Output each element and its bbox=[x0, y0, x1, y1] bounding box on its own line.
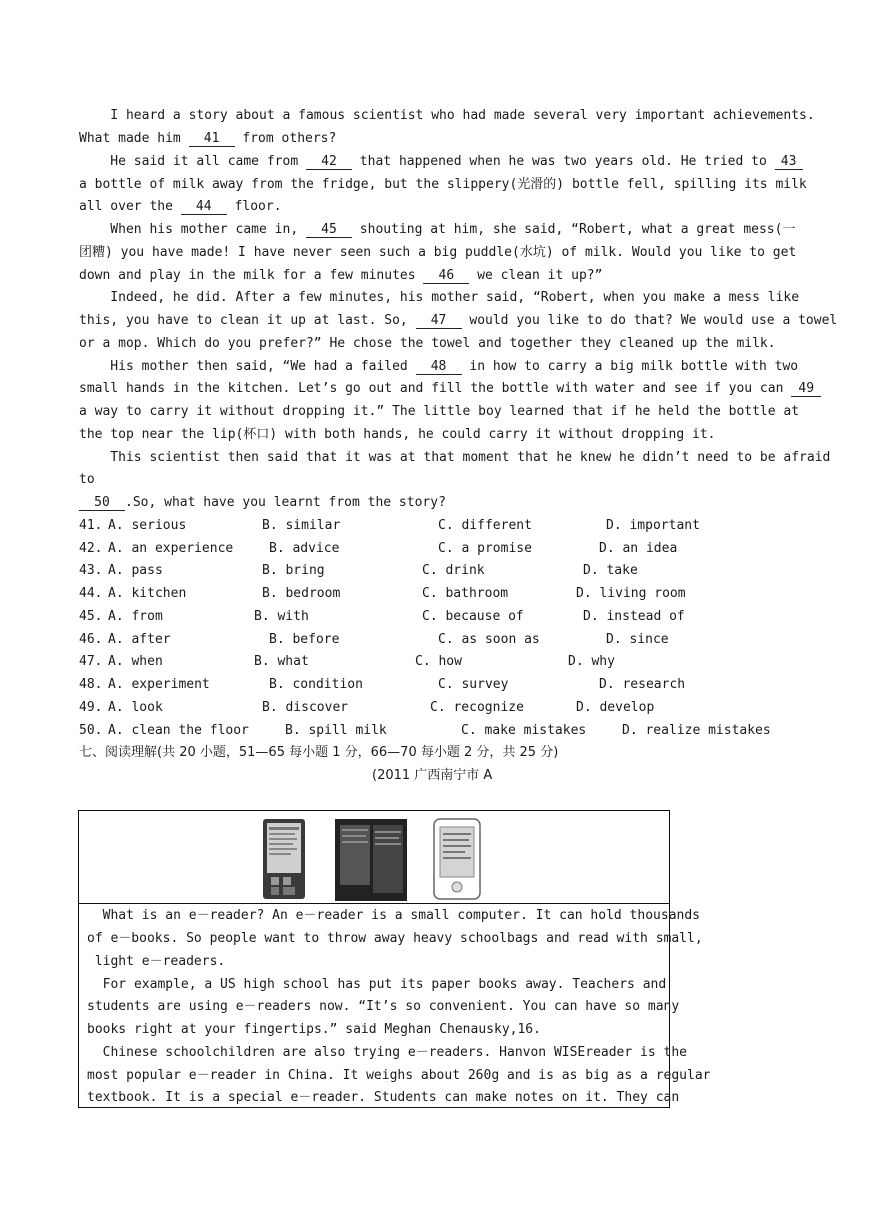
option-c: C. because of bbox=[422, 609, 524, 624]
option-a: A. after bbox=[108, 632, 171, 647]
option-d: D. living room bbox=[576, 586, 686, 601]
option-c: C. survey bbox=[438, 677, 509, 692]
blank-48: 48 bbox=[416, 360, 462, 375]
question-number: 44. bbox=[79, 586, 103, 601]
option-a: A. pass bbox=[108, 563, 163, 578]
passage-line: to bbox=[79, 472, 95, 487]
passage-line: all over the 44 floor. bbox=[79, 199, 282, 214]
passage-line: I heard a story about a famous scientist who had made several very important achievements. bbox=[79, 108, 815, 123]
option-a: A. kitchen bbox=[108, 586, 187, 601]
passage-line: His mother then said, “We had a failed 48 in how to carry a big milk bottle with two bbox=[79, 359, 799, 374]
option-c: C. how bbox=[415, 654, 462, 669]
option-b: B. what bbox=[254, 654, 309, 669]
passage-line: down and play in the milk for a few minutes 46 we clean it up?” bbox=[79, 268, 603, 283]
option-b: B. bedroom bbox=[262, 586, 341, 601]
passage-line: this, you have to clean it up at last. So, 47 would you like to do that? We would use a towel bbox=[79, 313, 838, 328]
blank-47: 47 bbox=[416, 314, 462, 329]
reading-line: Chinese schoolchildren are also trying e－readers. Hanvon WISEreader is the bbox=[87, 1045, 687, 1060]
question-number: 50. bbox=[79, 723, 103, 738]
reading-line: of e－books. So people want to throw away heavy schoolbags and read with small, bbox=[87, 931, 703, 946]
option-b: B. condition bbox=[269, 677, 363, 692]
question-number: 47. bbox=[79, 654, 103, 669]
option-c: C. as soon as bbox=[438, 632, 540, 647]
option-b: B. similar bbox=[262, 518, 341, 533]
passage-line: a way to carry it without dropping it.” The little boy learned that if he held the bottle at bbox=[79, 404, 800, 419]
option-d: D. take bbox=[583, 563, 638, 578]
option-d: D. research bbox=[599, 677, 686, 692]
blank-44: 44 bbox=[181, 200, 227, 215]
option-c: C. recognize bbox=[430, 700, 524, 715]
passage-line: the top near the lip(杯口) with both hands, he could carry it without dropping it. bbox=[79, 427, 716, 442]
passage-line: This scientist then said that it was at that moment that he knew he didn’t need to be afraid bbox=[79, 450, 831, 465]
reading-line: textbook. It is a special e－reader. Students can make notes on it. They can bbox=[87, 1090, 680, 1105]
question-number: 43. bbox=[79, 563, 103, 578]
option-d: D. develop bbox=[576, 700, 655, 715]
question-number: 46. bbox=[79, 632, 103, 647]
question-number: 41. bbox=[79, 518, 103, 533]
option-a: A. look bbox=[108, 700, 163, 715]
source-label: (2011 广西南宁市 A bbox=[372, 768, 493, 783]
option-b: B. spill milk bbox=[285, 723, 387, 738]
option-c: C. make mistakes bbox=[461, 723, 587, 738]
question-number: 48. bbox=[79, 677, 103, 692]
option-b: B. bring bbox=[262, 563, 325, 578]
passage-line: Indeed, he did. After a few minutes, his mother said, “Robert, when you make a mess like bbox=[79, 290, 800, 305]
reading-line: most popular e－reader in China. It weighs about 260g and is as big as a regular bbox=[87, 1068, 711, 1083]
blank-49: 49 bbox=[791, 382, 821, 397]
blank-46: 46 bbox=[423, 269, 469, 284]
reading-line: What is an e－reader? An e－reader is a small computer. It can hold thousands bbox=[87, 908, 700, 923]
ereader-illustration bbox=[79, 811, 669, 903]
passage-line: 50 .So, what have you learnt from the story? bbox=[79, 495, 446, 511]
ereader-folio-icon bbox=[335, 819, 407, 901]
option-a: A. an experience bbox=[108, 541, 234, 556]
section-heading: 七、阅读理解(共 20 小题，51—65 每小题 1 分，66—70 每小题 2 分，共 25 分) bbox=[79, 745, 559, 760]
blank-42: 42 bbox=[306, 155, 352, 170]
ereader-white-icon bbox=[434, 819, 480, 899]
option-b: B. before bbox=[269, 632, 340, 647]
reading-line: students are using e－readers now. “It’s so convenient. You can have so many bbox=[87, 999, 680, 1014]
reading-line: books right at your fingertips.” said Meghan Chenausky,16. bbox=[87, 1022, 541, 1037]
option-a: A. when bbox=[108, 654, 163, 669]
option-b: B. discover bbox=[262, 700, 349, 715]
option-d: D. instead of bbox=[583, 609, 685, 624]
ereader-dark-icon bbox=[263, 819, 305, 899]
option-d: D. important bbox=[606, 518, 700, 533]
passage-line: 团糟) you have made! I have never seen such a big puddle(水坑) of milk. Would you like to get bbox=[79, 245, 797, 260]
option-c: C. a promise bbox=[438, 541, 532, 556]
option-c: C. bathroom bbox=[422, 586, 509, 601]
blank-43: 43 bbox=[775, 155, 803, 170]
option-b: B. advice bbox=[269, 541, 340, 556]
option-c: C. different bbox=[438, 518, 532, 533]
option-a: A. experiment bbox=[108, 677, 210, 692]
blank-41: 41 bbox=[189, 132, 235, 147]
question-number: 49. bbox=[79, 700, 103, 715]
option-d: D. since bbox=[606, 632, 669, 647]
passage-line: What made him 41 from others? bbox=[79, 131, 337, 146]
option-d: D. an idea bbox=[599, 541, 678, 556]
passage-line: or a mop. Which do you prefer?” He chose the towel and together they cleaned up the milk. bbox=[79, 336, 776, 351]
reading-line: For example, a US high school has put its paper books away. Teachers and bbox=[87, 977, 667, 992]
option-a: A. clean the floor bbox=[108, 723, 249, 738]
option-d: D. why bbox=[568, 654, 615, 669]
blank-50: 50 bbox=[79, 496, 125, 511]
question-number: 45. bbox=[79, 609, 103, 624]
question-number: 42. bbox=[79, 541, 103, 556]
passage-line: a bottle of milk away from the fridge, but the slippery(光滑的) bottle fell, spilling its milk bbox=[79, 177, 807, 192]
option-c: C. drink bbox=[422, 563, 485, 578]
ereader-images bbox=[79, 811, 669, 904]
passage-line: small hands in the kitchen. Let’s go out and fill the bottle with water and see if you can 49 bbox=[79, 381, 821, 397]
reading-line: light e－readers. bbox=[87, 954, 226, 969]
reading-box bbox=[78, 810, 711, 1108]
option-b: B. with bbox=[254, 609, 309, 624]
option-a: A. serious bbox=[108, 518, 187, 533]
blank-45: 45 bbox=[306, 223, 352, 238]
option-d: D. realize mistakes bbox=[622, 723, 771, 738]
passage-line: When his mother came in, 45 shouting at him, she said, “Robert, what a great mess(一 bbox=[79, 222, 796, 237]
option-a: A. from bbox=[108, 609, 163, 624]
passage-line: He said it all came from 42 that happened when he was two years old. He tried to 43 bbox=[79, 154, 803, 170]
